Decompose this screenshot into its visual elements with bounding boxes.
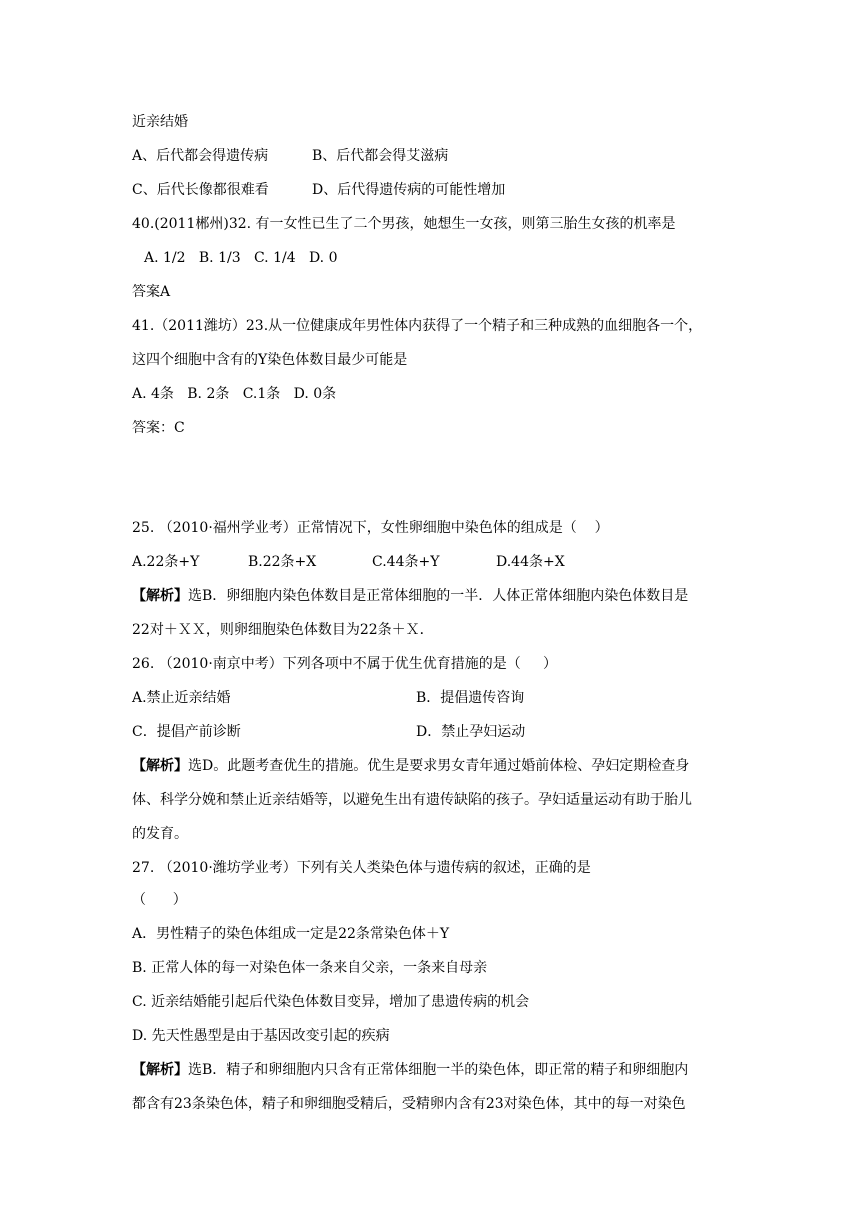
- option-c: C、后代长像都很难看: [132, 182, 269, 198]
- option-d: D. 先天性愚型是由于基因改变引起的疾病: [132, 1028, 390, 1044]
- question-stem: 27. （2010·潍坊学业考）下列有关人类染色体与遗传病的叙述，正确的是: [132, 860, 591, 876]
- option-row: [132, 146, 732, 166]
- option-b: B.22条+X: [248, 554, 317, 570]
- option-b: B、后代都会得艾滋病: [312, 148, 449, 164]
- option-a: A、后代都会得遗传病: [132, 148, 269, 164]
- analysis-tag: 【解析】: [132, 758, 188, 774]
- analysis: [132, 756, 689, 776]
- analysis: [132, 586, 688, 606]
- option-c: C．提倡产前诊断: [132, 724, 241, 740]
- option-row: A. 4条 B. 2条 C.1条 D. 0条: [132, 386, 337, 402]
- analysis-continued: 都含有23条染色体，精子和卵细胞受精后，受精卵内含有23对染色体，其中的每一对染色: [132, 1096, 686, 1112]
- option-d: D．禁止孕妇运动: [416, 724, 526, 740]
- question-stem: 41.（2011潍坊）23.从一位健康成年男性体内获得了一个精子和三种成熟的血细胞各一个，: [132, 318, 703, 334]
- analysis-tag: 【解析】: [132, 588, 188, 604]
- analysis-text: 选B．卵细胞内染色体数目是正常体细胞的一半．人体正常体细胞内染色体数目是: [188, 588, 689, 604]
- question-stem-continued: 这四个细胞中含有的Y染色体数目最少可能是: [132, 352, 408, 368]
- option-a: A.禁止近亲结婚: [132, 690, 231, 706]
- analysis-continued: 22对＋ＸＸ，则卵细胞染色体数目为22条＋Ｘ．: [132, 622, 434, 638]
- option-b: B. 正常人体的每一对染色体一条来自父亲，一条来自母亲: [132, 960, 488, 976]
- option-c: C.44条+Y: [372, 554, 440, 570]
- option-a: A.22条+Y: [132, 554, 200, 570]
- analysis-text: 选D。此题考查优生的措施。优生是要求男女青年通过婚前体检、孕妇定期检查身: [188, 758, 690, 774]
- option-d: D.44条+X: [496, 554, 565, 570]
- analysis-tag: 【解析】: [132, 1062, 188, 1078]
- analysis-continued: 的发育。: [132, 826, 188, 842]
- answer: 答案：C: [132, 420, 185, 436]
- option-a: A．男性精子的染色体组成一定是22条常染色体＋Y: [132, 926, 450, 942]
- option-d: D、后代得遗传病的可能性增加: [312, 182, 506, 198]
- question-stem: 近亲结婚: [132, 114, 188, 130]
- option-row: [132, 552, 732, 572]
- analysis: [132, 1060, 688, 1080]
- analysis-continued: 体、科学分娩和禁止近亲结婚等，以避免生出有遗传缺陷的孩子。孕妇适量运动有助于胎儿: [132, 792, 692, 808]
- option-b: B．提倡遗传咨询: [416, 690, 525, 706]
- question-stem: 26. （2010·南京中考）下列各项中不属于优生优育措施的是（ ）: [132, 656, 558, 672]
- option-row: [132, 688, 732, 708]
- option-row: A. 1/2 B. 1/3 C. 1/4 D. 0: [144, 250, 338, 266]
- answer-paren: （ ）: [132, 892, 187, 908]
- answer: 答案A: [132, 284, 171, 300]
- option-row: [132, 722, 732, 742]
- analysis-text: 选B．精子和卵细胞内只含有正常体细胞一半的染色体，即正常的精子和卵细胞内: [188, 1062, 689, 1078]
- question-stem: 40.(2011郴州)32. 有一女性已生了二个男孩，她想生一女孩，则第三胎生女孩的机率是: [132, 216, 676, 232]
- question-stem: 25. （2010·福州学业考）正常情况下，女性卵细胞中染色体的组成是（ ）: [132, 520, 609, 536]
- option-row: [132, 180, 732, 200]
- option-c: C. 近亲结婚能引起后代染色体数目变异，增加了患遗传病的机会: [132, 994, 530, 1010]
